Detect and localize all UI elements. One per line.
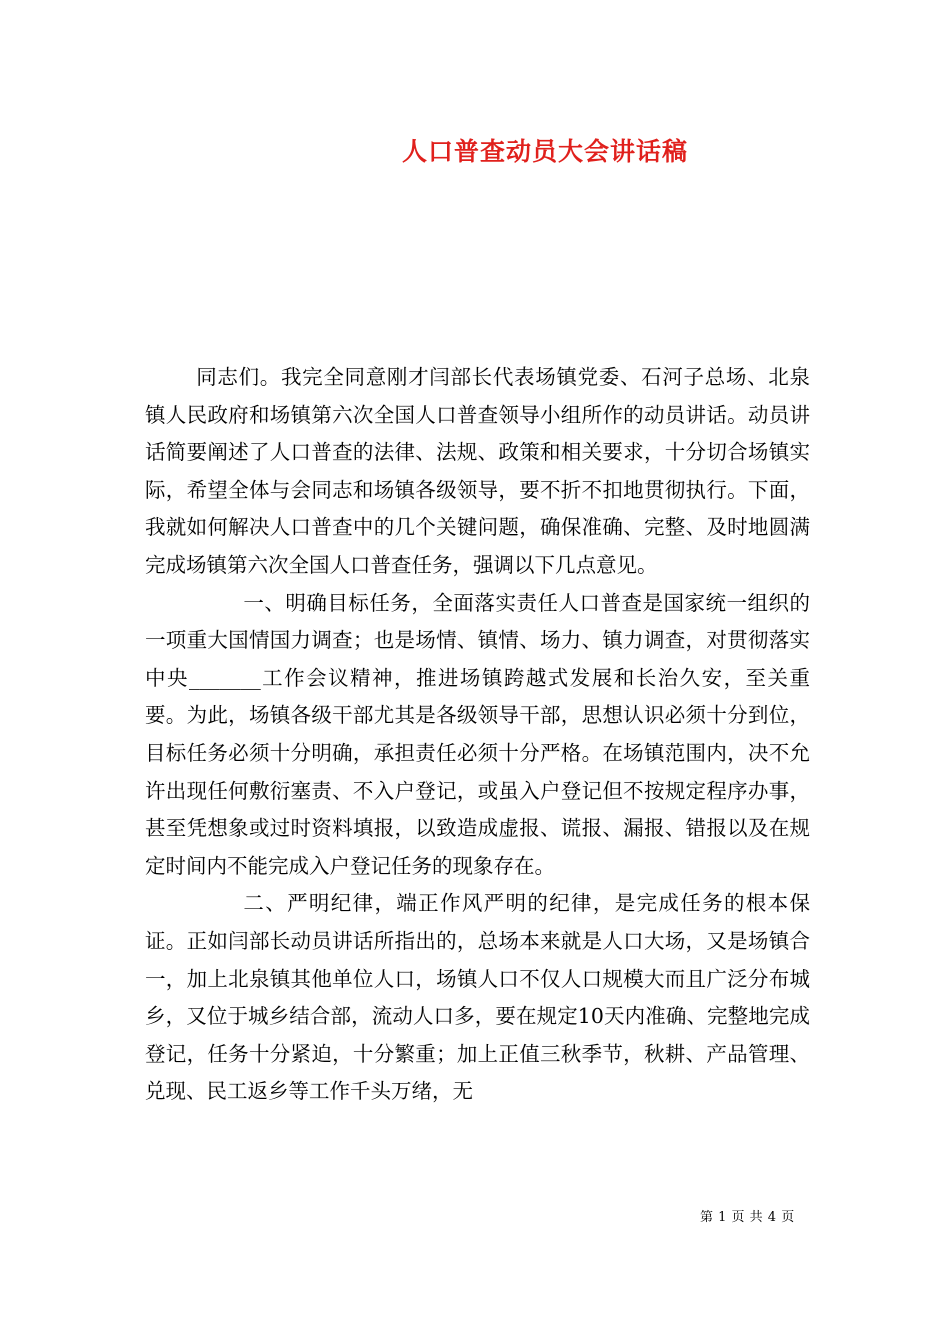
- document-body: [145, 359, 810, 1111]
- page-number-footer: 第 1 页 共 4 页: [700, 1210, 795, 1225]
- paragraph-section-two: 二、严明纪律，端正作风严明的纪律，是完成任务的根本保证。正如闫部长动员讲话所指出的，总场本来就是人口大场，又是场镇合一，加上北泉镇其他单位人口，场镇人口不仅人口规模大而且广泛分布城乡，又位于城乡结合部，流动人口多，要在规定10天内准确、完整地完成登记，任务十分紧迫，十分繁重；加上正值三秋季节，秋耕、产品管理、兑现、民工返乡等工作千头万绪，无: [145, 891, 810, 1104]
- document-title: 人口普查动员大会讲话稿: [401, 137, 688, 166]
- paragraph-section-one: 一、明确目标任务，全面落实责任人口普查是国家统一组织的一项重大国情国力调查；也是场情、镇情、场力、镇力调查，对贯彻落实中央_______工作会议精神，推进场镇跨越式发展和长治久安，至关重要。为此，场镇各级干部尤其是各级领导干部，思想认识必须十分到位，目标任务必须十分明确，承担责任必须十分严格。在场镇范围内，决不允许出现任何敷衍塞责、不入户登记，或虽入户登记但不按规定程序办事，甚至凭想象或过时资料填报，以致造成虚报、谎报、漏报、错报以及在规定时间内不能完成入户登记任务的现象存在。: [145, 590, 810, 878]
- paragraph-intro: 同志们。我完全同意刚才闫部长代表场镇党委、石河子总场、北泉镇人民政府和场镇第六次全国人口普查领导小组所作的动员讲话。动员讲话简要阐述了人口普查的法律、法规、政策和相关要求，十分切合场镇实际，希望全体与会同志和场镇各级领导，要不折不扣地贯彻执行。下面，我就如何解决人口普查中的几个关键问题，确保准确、完整、及时地圆满完成场镇第六次全国人口普查任务，强调以下几点意见。: [145, 365, 810, 577]
